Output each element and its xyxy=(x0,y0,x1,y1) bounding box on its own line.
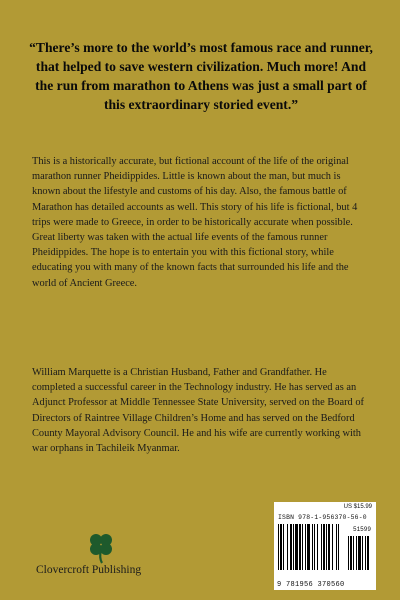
author-bio: William Marquette is a Christian Husband, Father and Grandfather. He completed a successful career in the Technology industry. He has served as an Adjunct Professor at Middle Tennessee State University, served on the Board of Directors of Raintree Village Children’s Home and has served on the Bedford County Mayoral Advisory Council. He and his wife are currently working with war orphans in Tachileik Myanmar. xyxy=(32,367,364,455)
publisher-logo xyxy=(36,532,176,582)
barcode-number: 9 781956 370560 xyxy=(277,581,345,589)
back-cover-quote: “There’s more to the world’s most famous race and runner, that helped to save western civilization. Much more! And the run from marathon to Athens was just a small part of this extraordinary storied event.” xyxy=(29,40,373,112)
isbn-barcode xyxy=(274,502,376,590)
price-code: 51599 xyxy=(352,526,371,533)
isbn-label: ISBN 978-1-956370-56-0 xyxy=(278,514,367,521)
book-description: This is a historically accurate, but fictional account of the life of the original marathon runner Pheidippides. Little is known about the man, but much is known about the lifestyle and customs of his day. Also, the famous battle of Marathon has detailed accounts as well. This story of his life is fictional, but 4 trips were made to Greece, in order to be historically accurate when possible. Great liberty was taken with the actual life events of the famous runner Pheidippides. The hope is to entertain you with this fictional story, while educating you with many of the known facts that surrounded his life and the world of Ancient Greece. xyxy=(32,156,358,289)
publisher-name: Clovercroft Publishing xyxy=(36,564,142,576)
clover-icon xyxy=(84,532,118,564)
price-label: US $15.99 xyxy=(343,504,372,510)
